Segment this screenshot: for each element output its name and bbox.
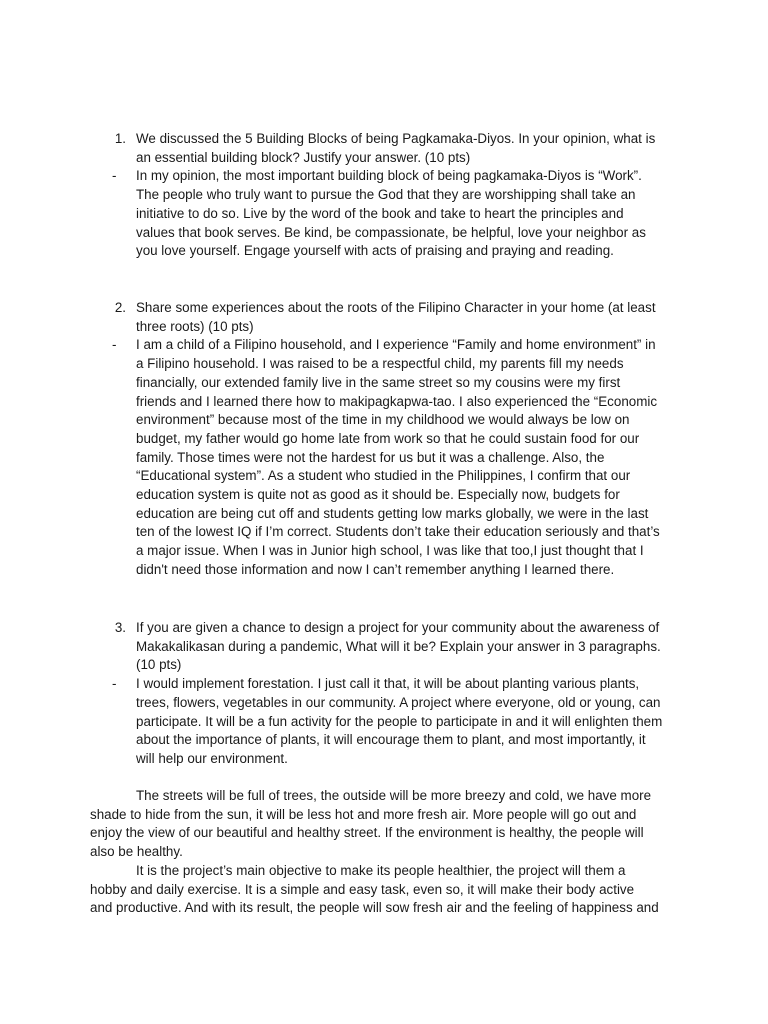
question-2-answer-row — [90, 336, 690, 579]
answer-2-dash: - — [112, 337, 117, 353]
question-2-prompt-row — [90, 299, 690, 336]
answer-3-text: I would implement forestation. I just call it that, it will be about planting various plants, trees, flowers, vegetables in our community. A project where everyone, old or young, can participate. It will be a fun activity for the people to participate in and it will enlighten them about the importance of plants, it will encourage them to plant, and most importantly, it will help our environment. — [136, 676, 663, 766]
question-1-prompt-row — [90, 130, 690, 167]
paragraph-2 — [90, 862, 690, 918]
question-1-answer-row — [90, 167, 690, 261]
answer-2-text: I am a child of a Filipino household, and I experience “Family and home environment” in a Filipino household. I was raised to be a respectful child, my parents fill my needs financially, our extended family live in the same street so my cousins were my first friends and I learned there how to makipagkapwa-tao. I also experienced the “Economic environment” because most of the time in my childhood we would always be low on budget, my father would go home late from work so that he could sustain food for our family. Those times were not the hardest for us but it was a challenge. Also, the “Educational system”. As a student who studied in the Philippines, I confirm that our education system is quite not as good as it should be. Especially now, budgets for education are being cut off and students getting low marks globally, we were in the last ten of the lowest IQ if I’m correct. Students don’t take their education seriously and that’s a major issue. When I was in Junior high school, I was like that too,I just thought that I didn't need those information and now I can’t remember anything I learned there. — [136, 337, 660, 577]
question-1 — [90, 130, 690, 261]
question-3-number: 3. — [114, 620, 126, 635]
question-1-prompt: We discussed the 5 Building Blocks of being Pagkamaka-Diyos. In your opinion, what is an essential building block? Justify your answer. (10 pts) — [136, 131, 656, 165]
paragraph-2-text: It is the project’s main objective to make its people healthier, the project will them a hobby and daily exercise. It is a simple and easy task, even so, it will make their body active and productive. And with its result, the people will sow fresh air and the feeling of happiness and — [90, 863, 659, 916]
question-1-number: 1. — [114, 131, 126, 146]
paragraph-1 — [90, 787, 690, 862]
answer-1-dash: - — [112, 168, 117, 184]
answer-1-text: In my opinion, the most important building block of being pagkamaka-Diyos is “Work”. The people who truly want to pursue the God that they are worshipping shall take an initiative to do so. Live by the word of the book and take to heart the principles and values that book serves. Be kind, be compassionate, be helpful, love your neighbor as you love yourself. Engage yourself with acts of praising and praying and reading. — [136, 168, 646, 259]
question-2 — [90, 299, 690, 580]
question-3-answer-row — [90, 675, 690, 769]
question-2-number: 2. — [114, 300, 126, 315]
question-3 — [90, 619, 690, 769]
paragraph-1-text: The streets will be full of trees, the outside will be more breezy and cold, we have more shade to hide from the sun, it will be less hot and more fresh air. More people will go out and enjoy the view of our beautiful and healthy street. If the environment is healthy, the people will also be healthy. — [90, 788, 652, 860]
question-2-prompt: Share some experiences about the roots of the Filipino Character in your home (at least three roots) (10 pts) — [136, 300, 656, 334]
question-3-prompt: If you are given a chance to design a project for your community about the awareness of Makakalikasan during a pandemic, What will it be? Explain your answer in 3 paragraphs. (10 pts) — [136, 620, 661, 673]
question-3-prompt-row — [90, 619, 690, 675]
answer-3-dash: - — [112, 676, 117, 692]
